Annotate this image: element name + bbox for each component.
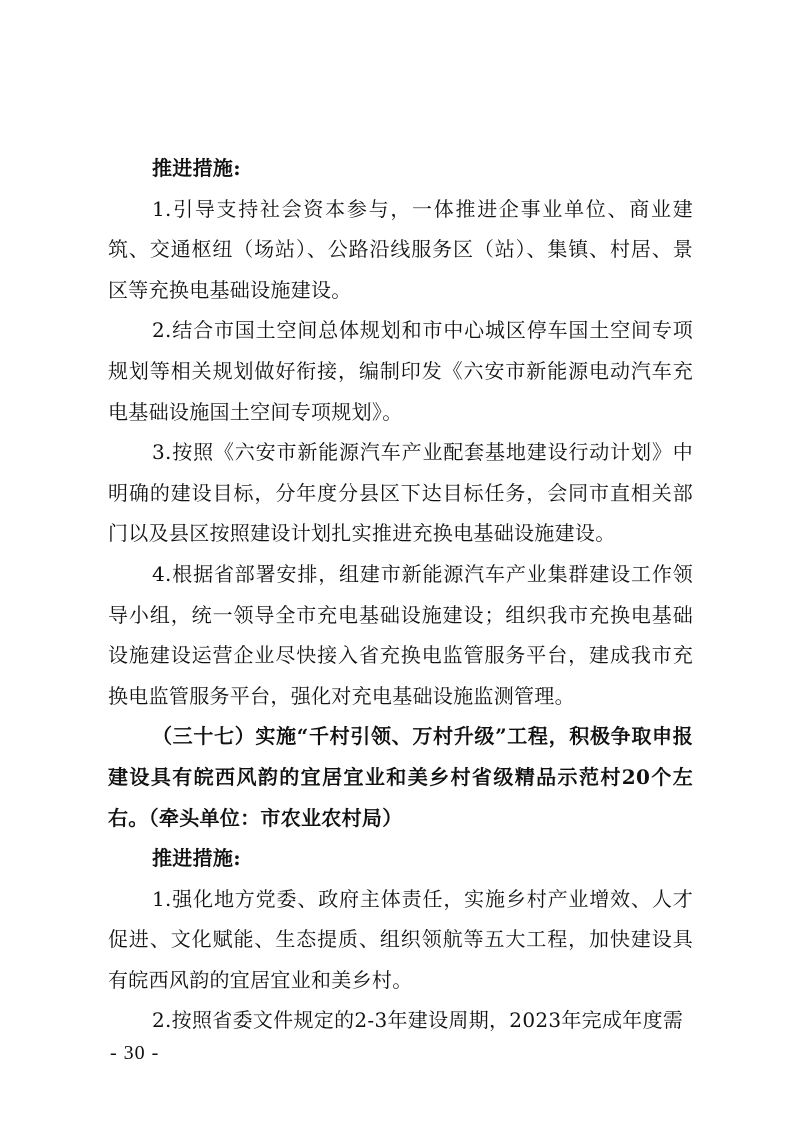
measures-heading: 推进措施: — [152, 846, 241, 871]
page-number: - 30 - — [110, 1042, 160, 1064]
measure-paragraph: 2.按照省委文件规定的2-3年建设周期，2023年完成年度需 — [152, 1008, 684, 1033]
page-body — [108, 148, 693, 1041]
measure-paragraph: 1.强化地方党委、政府主体责任，实施乡村产业增效、人才促进、文化赋能、生态提质、组织领航等五大工程，加快建设具有皖西风韵的宜居宜业和美乡村。 — [108, 886, 693, 992]
measures-heading: 推进措施: — [152, 156, 241, 180]
measure-paragraph: 1.引导支持社会资本参与，一体推进企事业单位、商业建筑、交通枢纽（场站）、公路沿线服务区（站）、集镇、村居、景区等充换电基础设施建设。 — [108, 196, 693, 302]
measure-paragraph: 2.结合市国土空间总体规划和市中心城区停车国土空间专项规划等相关规划做好衔接，编制印发《六安市新能源电动汽车充电基础设施国土空间专项规划》。 — [108, 318, 693, 424]
measure-paragraph: 3.按照《六安市新能源汽车产业配套基地建设行动计划》中明确的建设目标，分年度分县区下达目标任务，会同市直相关部门以及县区按照建设计划扎实推进充换电基础设施建设。 — [108, 440, 693, 546]
task-heading: （三十七）实施“千村引领、万村升级”工程，积极争取申报建设具有皖西风韵的宜居宜业和美乡村省级精品示范村20个左右。（牵头单位：市农业农村局） — [108, 724, 693, 830]
measure-paragraph: 4.根据省部署安排，组建市新能源汽车产业集群建设工作领导小组，统一领导全市充电基础设施建设；组织我市充换电基础设施建设运营企业尽快接入省充换电监管服务平台，建成我市充换电监管服务平台，强化对充电基础设施监测管理。 — [108, 561, 693, 708]
